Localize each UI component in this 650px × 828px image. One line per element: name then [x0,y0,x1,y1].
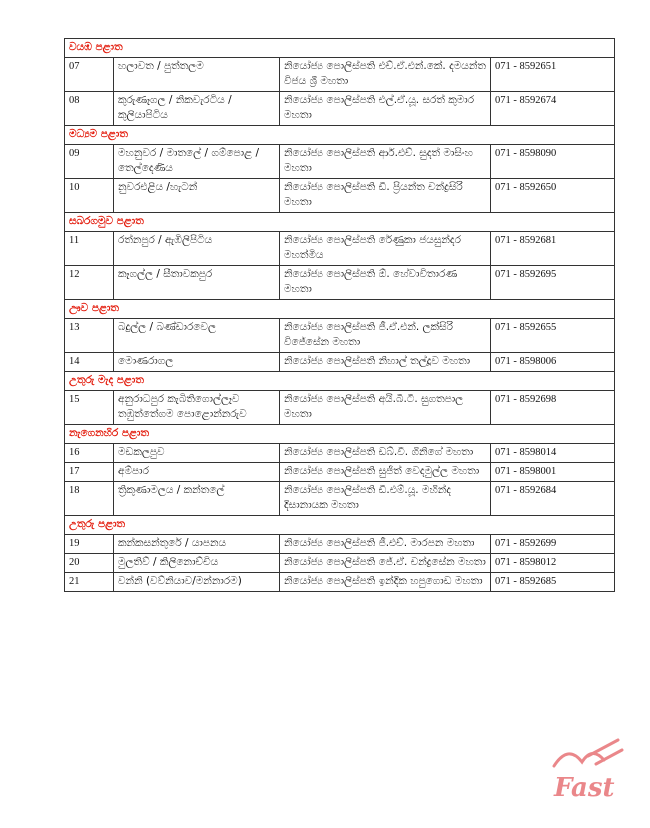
table-row [65,179,615,213]
section-header-row [65,213,615,232]
officer-cell: නියෝජ්‍ය පොලිස්පති සුජිත් වෙදමුල්ල මහතා [280,463,491,482]
section-header-row [65,39,615,58]
section-title: මධ්‍යම පළාත [65,126,615,145]
table-row [65,444,615,463]
table-row [65,266,615,300]
fast-watermark-logo [548,738,626,804]
section-title: උතුරු පළාත [65,516,615,535]
row-number: 14 [65,353,114,372]
division-cell: නුවරඑළිය /හැටන් [114,179,280,213]
division-cell: ත්‍රිකුණාමලය / කන්තලේ [114,482,280,516]
table-row [65,463,615,482]
row-number: 15 [65,391,114,425]
row-number: 13 [65,319,114,353]
row-number: 16 [65,444,114,463]
phone-cell: 071 - 8592681 [491,232,615,266]
row-number: 19 [65,535,114,554]
table-row [65,573,615,592]
section-title: සබරගමුව පළාත [65,213,615,232]
phone-cell: 071 - 8592651 [491,58,615,92]
officer-cell: නියෝජ්‍ය පොලිස්පති ජේ.ඒ. චන්ද්‍රසේන මහතා [280,554,491,573]
officer-cell: නියෝජ්‍ය පොලිස්පති ඉන්දික හපුගොඩ මහතා [280,573,491,592]
row-number: 20 [65,554,114,573]
phone-cell: 071 - 8592674 [491,92,615,126]
section-header-row [65,516,615,535]
officer-cell: නියෝජ්‍ය පොලිස්පති එල්.ඒ.යූ. සරත් කුමාර මහතා [280,92,491,126]
officer-cell: නියෝජ්‍ය පොලිස්පති එච්.ඒ.එන්.කේ. දමයන්ත විජය ශ්‍රී මහතා [280,58,491,92]
division-cell: කුරුණෑගල / නිකවැරටිය / කුලියාපිටිය [114,92,280,126]
officer-cell: නියෝජ්‍ය පොලිස්පති ඩී. ප්‍රියන්ත චන්ද්‍රසිරි මහතා [280,179,491,213]
section-title: වයඹ පළාත [65,39,615,58]
phone-cell: 071 - 8598014 [491,444,615,463]
section-header-row [65,425,615,444]
officer-cell: නියෝජ්‍ය පොලිස්පති ජී.ඒ.එන්. ලක්සිරි විජේසේන මහතා [280,319,491,353]
officer-cell: නියෝජ්‍ය පොලිස්පති ඕ. හේවාවිතාරණ මහතා [280,266,491,300]
phone-cell: 071 - 8592650 [491,179,615,213]
division-cell: අම්පාර [114,463,280,482]
phone-cell: 071 - 8592684 [491,482,615,516]
division-cell: රත්නපුර / ඇඹිලිපිටිය [114,232,280,266]
row-number: 12 [65,266,114,300]
phone-cell: 071 - 8592695 [491,266,615,300]
division-cell: වන්නි (වව්නියාව/මන්නාරම) [114,573,280,592]
division-cell: කන්කසන්තුරේ / යාපනය [114,535,280,554]
row-number: 18 [65,482,114,516]
division-cell: මුලතිව් / කිලිනොච්චිය [114,554,280,573]
row-number: 11 [65,232,114,266]
row-number: 09 [65,145,114,179]
section-title: ඌව පළාත [65,300,615,319]
division-cell: මඩකලපුව [114,444,280,463]
phone-cell: 071 - 8592655 [491,319,615,353]
section-header-row [65,372,615,391]
row-number: 10 [65,179,114,213]
officer-cell: නියෝජ්‍ය පොලිස්පති රේණුකා ජයසුන්දර මහත්මිය [280,232,491,266]
officer-cell: නියෝජ්‍ය පොලිස්පති ඩබ්.වී. ගිනිගේ මහතා [280,444,491,463]
division-cell: මහනුවර / මාතලේ / ගම්පොළ / තෙල්දෙණිය [114,145,280,179]
table-row [65,58,615,92]
phone-cell: 071 - 8592699 [491,535,615,554]
row-number: 21 [65,573,114,592]
phone-cell: 071 - 8598001 [491,463,615,482]
table-row [65,353,615,372]
division-cell: මොණරාගල [114,353,280,372]
officer-cell: නියෝජ්‍ය පොලිස්පති ඩී.එම්.යූ. මහින්ද දිසානායක මහතා [280,482,491,516]
section-header-row [65,300,615,319]
phone-cell: 071 - 8598006 [491,353,615,372]
row-number: 07 [65,58,114,92]
section-title: උතුරු මැද පළාත [65,372,615,391]
table-row [65,319,615,353]
phone-cell: 071 - 8592685 [491,573,615,592]
officer-cell: නියෝජ්‍ය පොලිස්පති ජී.එච්. මාරපන මහතා [280,535,491,554]
phone-cell: 071 - 8592698 [491,391,615,425]
officer-cell: නියෝජ්‍ය පොලිස්පති නිහාල් තල්දූව මහතා [280,353,491,372]
phone-cell: 071 - 8598012 [491,554,615,573]
watermark-text: Fast [554,773,615,803]
table-row [65,391,615,425]
police-directory-table [64,38,615,592]
section-header-row [65,126,615,145]
row-number: 17 [65,463,114,482]
section-title: නැගෙනහිර පළාත [65,425,615,444]
division-cell: හලාවත / පුත්තලම [114,58,280,92]
table-row [65,482,615,516]
row-number: 08 [65,92,114,126]
officer-cell: නියෝජ්‍ය පොලිස්පති ආර්.එච්. සුදත් මාසිංහ මහතා [280,145,491,179]
officer-cell: නියෝජ්‍ය පොලිස්පති අයි.බී.ටී. සුගතපාල මහතා [280,391,491,425]
table-row [65,232,615,266]
table-row [65,535,615,554]
table-row [65,145,615,179]
division-cell: අනුරාධපුර කැබිතිගොල්ලෑව තඹුත්තේගම පොළොන්නරුව [114,391,280,425]
division-cell: බදුල්ල / බණ්ඩාරවෙල [114,319,280,353]
phone-cell: 071 - 8598090 [491,145,615,179]
table-row [65,92,615,126]
division-cell: කෑගල්ල / සීතාවකපුර [114,266,280,300]
table-row [65,554,615,573]
